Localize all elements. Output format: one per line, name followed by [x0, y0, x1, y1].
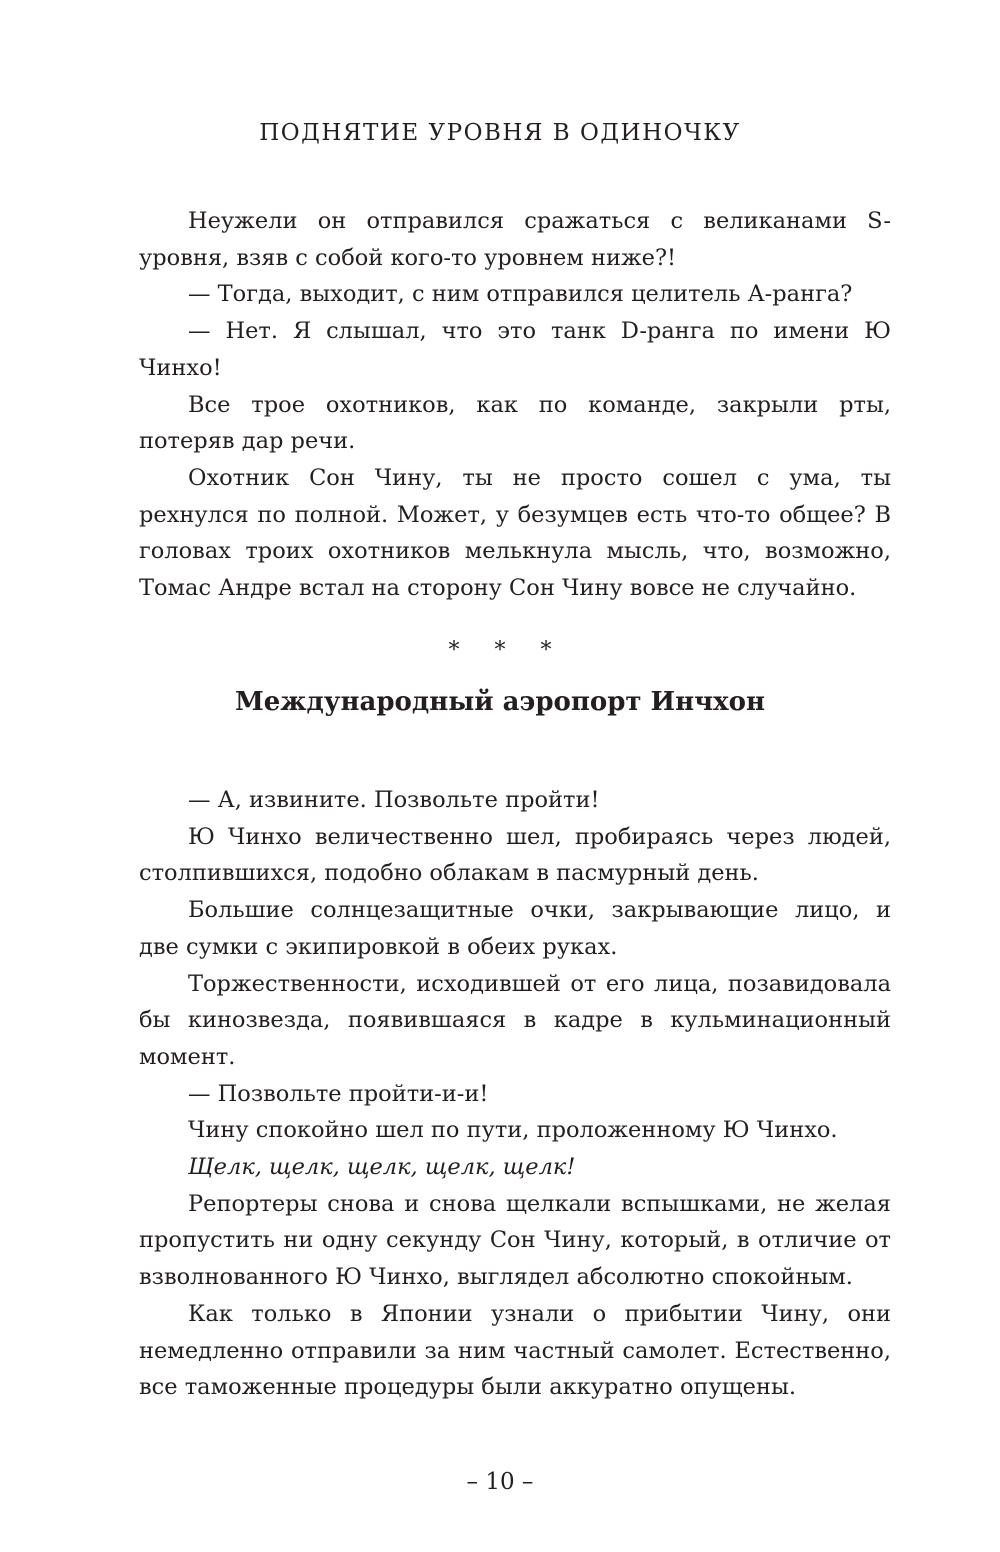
paragraph: Большие солнцезащитные очки, закрывающие лицо, и две сумки с экипировкой в обеих руках. — [139, 897, 891, 960]
paragraph: Неужели он отправился сражаться с великанами S-уровня, взяв с собой кого-то уровнем ниже?! — [139, 208, 891, 271]
paragraph: Ю Чинхо величественно шел, пробираясь через людей, столпившихся, подобно облакам в пасмурный день. — [139, 823, 891, 887]
paragraph: Торжественности, исходившей от его лица, позавидовала бы кинозвезда, появившаяся в кадре в кульминационный момент. — [139, 970, 891, 1070]
paragraph: Охотник Сон Чину, ты не просто сошел с ума, ты рехнулся по полной. Может, у безумцев есть что-то общее? В головах троих охотников мелькнула мысль, что, возможно, Томас Андре встал на сторону Сон Чину вовсе не случайно. — [139, 464, 891, 602]
paragraph: — Тогда, выходит, с ним отправился целитель А-ранга? — [188, 281, 853, 308]
paragraph: Все трое охотников, как по команде, закрыли рты, потеряв дар речи. — [139, 391, 891, 455]
section-heading: Международный аэропорт Инчхон — [234, 687, 766, 717]
text-block-1 — [139, 203, 891, 607]
text-block-2 — [139, 782, 891, 1406]
paragraph: — Позвольте пройти-и-и! — [188, 1080, 489, 1107]
paragraph-italic: Щелк, щелк, щелк, щелк, щелк! — [188, 1154, 576, 1181]
paragraph: — А, извините. Позвольте пройти! — [188, 787, 600, 813]
paragraph: Чину спокойно шел по пути, проложенному Ю Чинхо. — [188, 1117, 838, 1144]
page-number: – 10 – — [466, 1469, 534, 1495]
paragraph: Репортеры снова и снова щелкали вспышками, не желая пропустить ни одну секунду Сон Чину, который, в отличие от взволнованного Ю Чинхо, выглядел абсолютно спокойным. — [139, 1190, 891, 1291]
paragraph: — Нет. Я слышал, что это танк D-ранга по имени Ю Чинхо! — [139, 318, 891, 381]
running-head: ПОДНЯТИЕ УРОВНЯ В ОДИНОЧКУ — [259, 120, 741, 146]
scene-break: * * * — [448, 638, 566, 663]
paragraph: Как только в Японии узнали о прибытии Чину, они немедленно отправили за ним частный самолет. Естественно, все таможенные процедуры были аккуратно опущены. — [139, 1300, 891, 1401]
